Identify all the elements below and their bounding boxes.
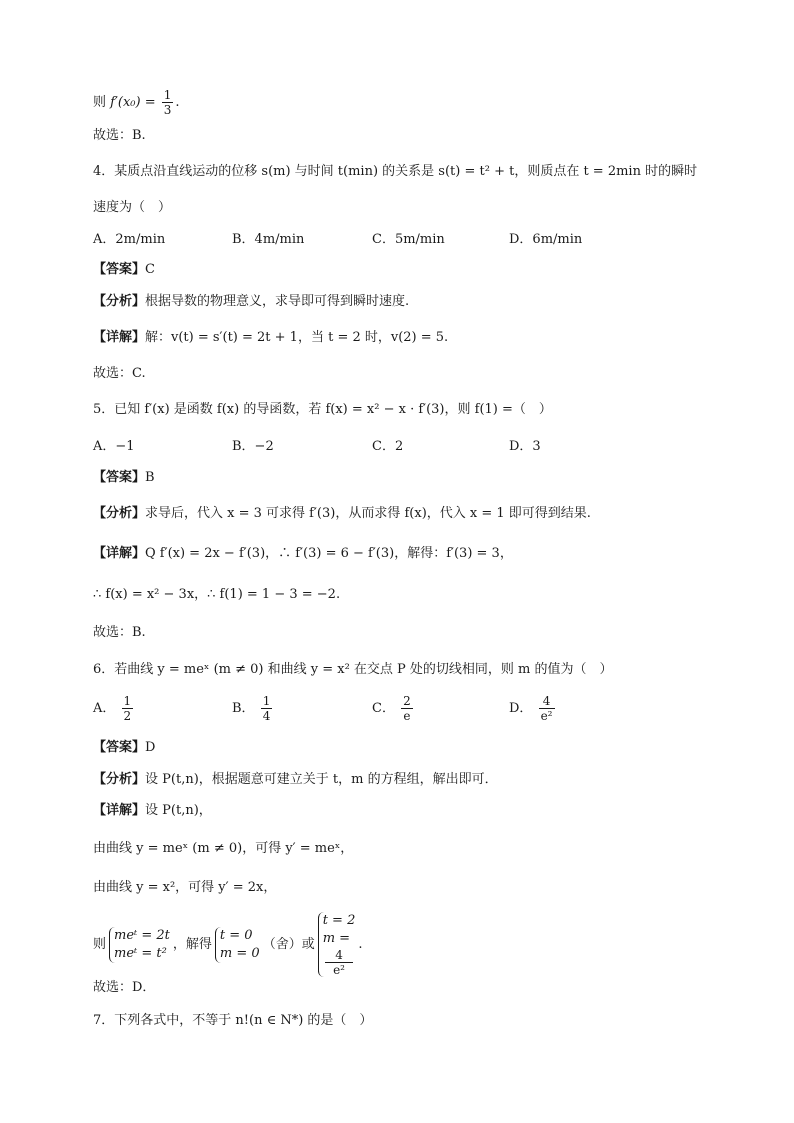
selection-line: 故选：C. — [93, 366, 146, 381]
detail-tag: 【详解】 — [93, 803, 146, 818]
selection-line: 故选：B. — [93, 625, 146, 640]
option-c: C．5m/min — [372, 232, 445, 247]
numerator: 1 — [262, 694, 271, 708]
text-line: 则 f′(x₀) = $\frac{1}{3}$ . — [93, 88, 180, 117]
text-fragment: . — [358, 937, 363, 952]
analysis-text: 求导后，代入 x = 3 可求得 f′(3)，从而求得 f(x)，代入 x = 1 即可得到结果. — [145, 506, 591, 521]
numerator: 4 — [335, 948, 343, 962]
denominator: e — [401, 708, 413, 723]
analysis-text: 设 P(t,n)，根据题意可建立关于 t，m 的方程组，解出即可． — [145, 772, 498, 787]
equation-system-line — [93, 912, 363, 977]
text-fragment: 则 — [93, 95, 111, 110]
detail-line — [93, 801, 212, 821]
numerator: 4 — [542, 694, 551, 708]
detail-tag: 【详解】 — [93, 546, 146, 561]
selection-line: 故选：D． — [93, 980, 156, 995]
fraction — [325, 948, 354, 977]
option-d — [509, 694, 557, 723]
option-a: A．−1 — [93, 439, 135, 454]
detail-line — [93, 328, 448, 348]
analysis-tag: 【分析】 — [93, 772, 146, 787]
option-c: C．2 — [372, 439, 404, 454]
analysis-line — [93, 770, 498, 790]
equation-system — [318, 912, 356, 977]
question-5-stem: 5．已知 f′(x) 是函数 f(x) 的导函数，若 f(x) = x² − x · f′(3)，则 f(1) =（ ） — [93, 402, 552, 417]
option-a — [93, 694, 135, 723]
equation: t = 0 — [219, 927, 253, 943]
option-b: B．−2 — [232, 439, 274, 454]
answer-tag: 【答案】 — [93, 262, 146, 277]
question-6-stem: 6．若曲线 y = meˣ (m ≠ 0) 和曲线 y = x² 在交点 P 处的切线相同，则 m 的值为（ ） — [93, 662, 613, 677]
analysis-line — [93, 292, 409, 312]
denominator: 3 — [163, 103, 172, 117]
option-letter: D． — [509, 701, 533, 716]
detail-text: 解：v(t) = s′(t) = 2t + 1，当 t = 2 时，v(2) = 5. — [145, 330, 449, 345]
detail-line-2: 由曲线 y = meˣ (m ≠ 0)，可得 y′ = meˣ， — [93, 841, 354, 856]
equation-lhs: m = — [322, 931, 351, 946]
option-letter: B． — [232, 701, 255, 716]
option-letter: C． — [372, 701, 395, 716]
detail-text: Q f′(x) = 2x − f′(3)，∴ f′(3) = 6 − f′(3)，解得：f′(3) = 3， — [145, 546, 513, 561]
fraction — [122, 694, 134, 723]
answer-tag: 【答案】 — [93, 470, 146, 485]
text-fragment: ，解得 — [172, 937, 212, 952]
equation: meᵗ = t² — [114, 945, 167, 961]
detail-text: 设 P(t,n)， — [145, 803, 212, 818]
option-c — [372, 694, 415, 723]
option-a: A．2m/min — [93, 232, 166, 247]
math-expr: f′(x₀) = — [110, 95, 156, 110]
numerator: 1 — [123, 694, 132, 708]
analysis-tag: 【分析】 — [93, 506, 146, 521]
fraction — [401, 694, 413, 723]
answer-value: C — [145, 262, 155, 277]
denominator: 2 — [123, 709, 132, 723]
option-letter: A． — [93, 701, 116, 716]
equation: t = 2 — [322, 913, 356, 928]
answer-value: D — [145, 740, 156, 755]
detail-line-3: 由曲线 y = x²，可得 y′ = 2x， — [93, 880, 277, 895]
question-4-stem-cont: 速度为（ ） — [93, 200, 172, 215]
detail-line — [93, 544, 513, 564]
answer-line — [93, 738, 155, 758]
equation: meᵗ = 2t — [114, 927, 170, 943]
equation — [323, 930, 356, 977]
analysis-line — [93, 504, 591, 524]
analysis-text: 根据导数的物理意义，求导即可得到瞬时速度. — [145, 294, 410, 309]
equation-system — [109, 927, 170, 963]
option-b — [232, 694, 274, 723]
detail-line-2: ∴ f(x) = x² − 3x，∴ f(1) = 1 − 3 = −2. — [93, 587, 341, 602]
denominator: 4 — [262, 709, 271, 723]
answer-line — [93, 468, 155, 488]
equation-system — [215, 927, 260, 963]
analysis-tag: 【分析】 — [93, 294, 146, 309]
numerator: 1 — [163, 88, 172, 102]
option-d: D．3 — [509, 439, 541, 454]
option-b: B．4m/min — [232, 232, 305, 247]
detail-tag: 【详解】 — [93, 330, 146, 345]
numerator: 2 — [403, 694, 411, 708]
equation: m = 0 — [219, 945, 260, 961]
fraction — [539, 694, 555, 723]
option-d: D．6m/min — [509, 232, 583, 247]
question-7-stem: 7．下列各式中，不等于 n!(n ∈ N*) 的是（ ） — [93, 1013, 373, 1028]
denominator: e² — [540, 709, 553, 723]
text-fragment: （舍）或 — [262, 937, 315, 952]
fraction — [261, 694, 273, 723]
text-fragment: 则 — [93, 937, 107, 952]
question-4-stem: 4．某质点沿直线运动的位移 s(m) 与时间 t(min) 的关系是 s(t) = t² + t，则质点在 t = 2min 时的瞬时 — [93, 164, 698, 179]
fraction — [162, 88, 174, 117]
text-line: 故选：B. — [93, 128, 146, 143]
denominator: e² — [325, 962, 354, 977]
answer-value: B — [145, 470, 155, 485]
answer-line — [93, 260, 155, 280]
answer-tag: 【答案】 — [93, 740, 146, 755]
